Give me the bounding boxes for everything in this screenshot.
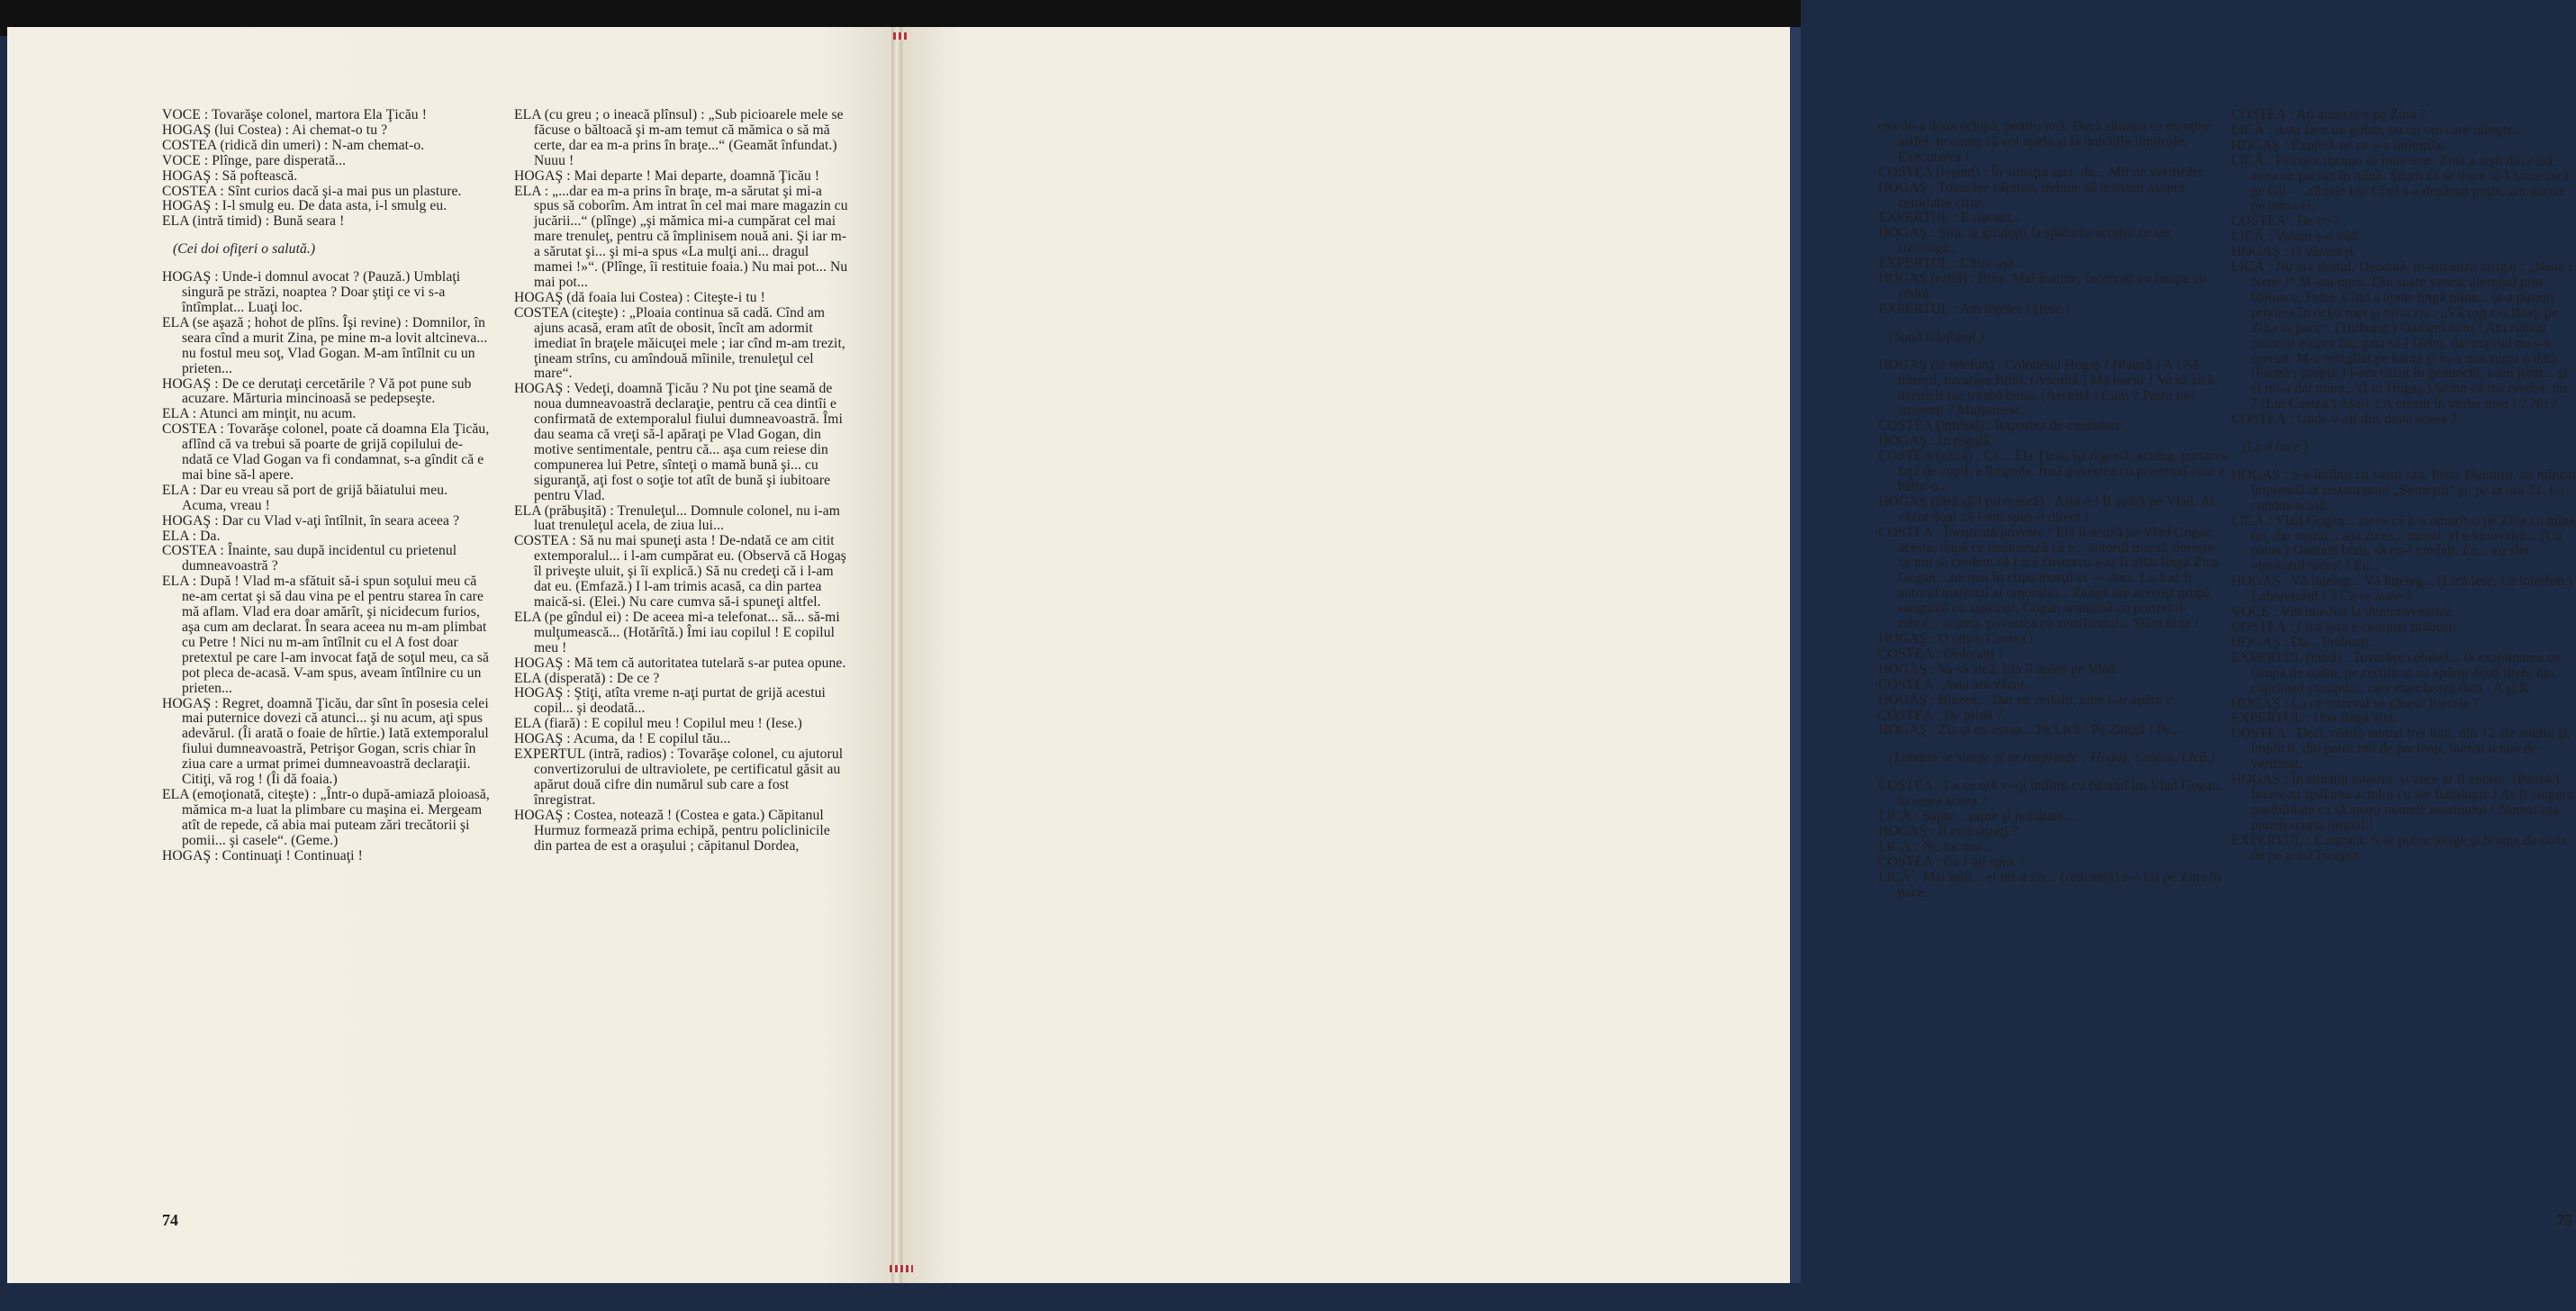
dialogue-line: HOGAŞ : Îl cunoaşteţi ? (1878, 823, 2019, 839)
dialogue-line: ELA (cu greu ; o ineacă plînsul) : „Sub picioarele mele se făcuse o băltoacă şi m-am temut că mămica o să mă certe, dar ea m-a prins în braţe...“ (Geamăt înfundat.) Nuuu ! (514, 107, 844, 168)
left-page (7, 27, 897, 1283)
dialogue-line: HOGAŞ : La ce interval se găsesc literele ? (2231, 695, 2480, 711)
dialogue-line: HOGAŞ : Ştiţi, atîta vreme n-aţi purtat de grijă acestui copil... şi deodată... (514, 685, 826, 717)
dialogue-line: HOGAŞ : Regret, doamnă Ţicău, dar sînt în posesia celei mai puternice dovezi că atunci... şi nu acum, aţi spus adevărul. (Îi arată o foaie de hîrtie.) Iată extemporalul fiului dumneavoastră, Petrişor Gogan, scris chiar în ziua care a urmat primei dumneavoastră declaraţii. Citiţi, vă rog ! (Îi dă foaia.) (162, 695, 489, 788)
dialogue-line: ELA (prăbuşită) : Trenuleţul... Domnule colonel, nu i-am luat trenuleţul acela, de ziua lui... (514, 502, 841, 534)
dialogue-line: HOGAŞ (dă foaia lui Costea) : Citeşte-i tu ! (514, 289, 765, 305)
dialogue-line: HOGAŞ (ezită) : Bine. Mai înainte, încercaţi cu lampa cu sodiu. (1878, 271, 2207, 302)
dialogue-line: HOGAŞ (la telefon) : Colonelul Hogaş ! (Pauză.) A ! Să trăieşti, tovarăşe Bold. (Ascultă.) Mă bucur ! Va să zică, ucenicii fac treabă bună. (Ascultă.) Cum ? Patru noi suspecţi ? Mulţumesc. (1878, 357, 2218, 419)
right-column-1 (1878, 120, 2228, 901)
dialogue-line: HOGAŞ : O clipă, Costea ! (1878, 631, 2035, 646)
dialogue-line: HOGAŞ (lui Costea) : Ai chemat-o tu ? (162, 122, 388, 138)
dialogue-line: HOGAŞ (fără să-l privească) : Asta e ! Îl apără pe Vlad. Ai văzut doar că i-am spus-o direct ! (1878, 493, 2215, 525)
dialogue-line: COSTEA (ridică din umeri) : N-am chemat-o. (162, 137, 425, 153)
dialogue-line: COSTEA : La ce oră v-aţi întîlnit cu băiatul lui Vlad Gogan, în seara aceea ? (1878, 778, 2223, 809)
dialogue-line: COSTEA : Înainte, sau după incidentul cu prietenul dumneavoastră ? (162, 543, 457, 574)
cover-edge (1790, 27, 1801, 1283)
dialogue-line: cea de-a doua echipă, pentru rest. Dacă situaţia se menţine astfel, te anunţ că voi apela şi la unităţile limitrofe. Executarea ! (1878, 119, 2212, 165)
dialogue-line: COSTEA : Aţi acostat-o pe Zina ? (2231, 107, 2427, 122)
dialogue-line: EXPERTUL (intră) : Tovarăşe colonel... la examinarea cu lampa de sodiu, pe certificat au apărut două litere din cuprinsul ştampilei, care marchează data : A şi R. (2231, 649, 2561, 696)
dialogue-line: HOGAŞ : De ce derutaţi cercetările ? Vă pot pune sub acuzare. Mărturia mincinoasă se pedepseşte. (162, 375, 472, 407)
dialogue-line: HOGAŞ : Va să zică, Ela îl apără pe Vlad. (1878, 661, 2120, 677)
dialogue-line: HOGAŞ : În situaţia noastră, şi zece ar fi enorm. (Pauză.) Încercaţi spălarea actului cu ser fiziologic ! Ar fi singura posibilitate ca să apară numele asasinului ! Numai aşa putem scurta timpul ! (2231, 772, 2574, 833)
dialogue-line: VOCE : Plînge, pare disperată... (162, 152, 347, 168)
dialogue-line: ELA : Atunci am minţit, nu acum. (162, 406, 357, 422)
dialogue-line: COSTEA : Ce i-aţi spus ? (1878, 854, 2026, 870)
dialogue-line: HOGAŞ : Explică-ne ce s-a întîmplat. (2231, 137, 2448, 153)
dialogue-line: HOGAŞ : I-l smulg eu. De data asta, i-l smulg eu. (162, 198, 447, 214)
dialogue-line: COSTEA : Unde v-aţi dus după aceea ? (2231, 411, 2457, 428)
dialogue-line: ELA : După ! Vlad m-a sfătuit să-i spun soţului meu că ne-am certat şi să dau vina pe el pentru starea în care mă aflam. Vlad era doar amărît, şi nicidecum furios, aşa cum am declarat. În seara aceea nu m-am plimbat cu Petre ! Nici nu m-am întîlnit cu el A fost doar pretextul pe care l-am invocat faţă de soţul meu, ca să pot pleca de-acasă. V-am spus, aveam întîlnire cu un prieten... (162, 574, 490, 696)
dialogue-line: COSTEA : Ordonaţi ! (1878, 646, 2003, 662)
dialogue-line: EXPERTUL : E riscant... (1878, 210, 2022, 226)
dialogue-line: HOGAŞ : În regulă. (1878, 433, 1993, 449)
left-column-2 (514, 108, 849, 854)
dialogue-line: HOGAŞ : Mai departe ! Mai departe, doamnă Ţicău ! (514, 167, 820, 184)
dialogue-line: COSTEA (citeşte) : „Ploaia continua să cadă. Cînd am ajuns acasă, eram atît de obosit, încît am adormit imediat în braţele măicuţei mele ; iar cînd m-am trezit, ţineam strîns, cu amîndouă mîinile, trenuleţul cel mare“. (514, 304, 845, 382)
dialogue-line: HOGAŞ : Tovarăşe căpitan, trebuie să insistaţi asupra celorlalte cifre. (1878, 179, 2185, 211)
dialogue-line: COSTEA : Deci, rămîn numai trei luni, din 12 ale anului şi, implicit, din patru mii de pacienţi, numai o mie de verificat. (2231, 726, 2571, 773)
right-page (897, 27, 2576, 1283)
dialogue-line: LICĂ : Nu era destul. Deodată, m-am auzit strigat : „Nene ! Nene !“ M-am oprit. Din spate venea, alergînd prin băltoace, Petre. Cînd a ajuns lîngă mine... şi-a pironit privirea în ochii mei şi mi-a zis : „Vă rog s-o lăsaţi pe Zina în pace“. (Tulburat.) Oameni buni ! Am ridicat pumnul asupra lui, gata să-l fărîm, dar copilul nu s-a speriat. M-a mîngîiat pe haină şi m-a mai rugat o dată. (Pauză ; şoaptă.) I-am căzut în genunchi, i-am jurat... şi el mi-a dat mîna... (Lui Hogaş.) Semn că mă credea, nu ? (Lui Costea.) Aşa-i ? A crezut în vorba mea ! ? Nu ? (2231, 259, 2573, 412)
dialogue-line: COSTEA : Tovarăşe colonel, poate că doamna Ela Ţicău, aflînd că va trebui să poarte de grijă copilului de-ndată ce Vlad Gogan va fi condamnat, s-a gîndit că e mai bine să-l apere. (162, 421, 490, 483)
dialogue-line: EXPERTUL : Am înţeles ! (Iese.) (1878, 301, 2070, 317)
headband (893, 32, 909, 40)
dialogue-line: COSTEA : Asta am văzut. (1878, 676, 2029, 692)
dialogue-line: COSTEA (intrînd) : Raportez de executare. (1878, 418, 2126, 434)
page-number-right: 75 (2556, 1211, 2572, 1229)
dialogue-line: COSTEA (ezită) : Că... Ela Ţicău îşi regretă, acuma, purtarea faţă de copil, e limpede. Însă povestea cu prietenul care a bătut-o... (1878, 448, 2228, 494)
right-column-2 (2231, 108, 2576, 864)
footband (890, 1265, 913, 1272)
dialogue-line: LICĂ : Voiam s-o văd. (2231, 229, 2362, 245)
dialogue-line: HOGAŞ : Să poftească. (162, 167, 298, 184)
dialogue-line: COSTEA (ieşind) : În situaţia asta, da... Mii de verificări. (1878, 164, 2206, 180)
dialogue-line: ELA : „...dar ea m-a prins în braţe, m-a sărutat şi mi-a spus să coborîm. Am intrat în cel mai mare magazin cu jucării...“ (plînge) „şi mămica mi-a cumpărat cel mai mare trenuleţ, pentru că împlinisem nouă ani. Şi iar m-a sărutat şi... şi mi-a spus «La mulţi ani... dragul mamei !»“. (Plînge, îi restituie foaia.) Nu mai pot... Nu mai pot... (514, 183, 848, 290)
dialogue-line: ELA : Da. (162, 528, 221, 544)
dialogue-line: LICĂ : Vlad Gogan... zicea că n-a omorît-o pe Zina cu mîna lui, dar moral... aşa zicea... moral, el e vinovatul... (Cu patos.) Oameni buni, să nu-l credeţi. Eu... eu sînt vinovatul moral ! Eu... (2231, 512, 2576, 574)
dialogue-line: HOGAŞ : Vă înţeleg... Vă înţeleg... (Lică iese. La interfon.) Laboratorul ! ? Ce se aude ? (2231, 574, 2573, 605)
dialogue-line: HOGAŞ : O văzuseşi. (2231, 244, 2357, 260)
dialogue-line: ELA (emoţionată, citeşte) : „Într-o după-amiază ploioasă, mămica m-a luat la plimbare cu maşina ei. Mergeam atît de repede, că abia mai puteam zări trecătorii şi pomii... şi casele“. (Geme.) (162, 786, 490, 848)
dialogue-line: HOGAŞ : Da... Prăbuşit. (2231, 634, 2373, 650)
dialogue-line: HOGAŞ : Acuma, da ! E copilul tău... (514, 731, 731, 747)
dialogue-line: HOGAŞ : Unde-i domnul avocat ? (Pauză.) Umblaţi singură pe străzi, noaptea ? Doar ştiţi ce vi s-a întîmplat... Luaţi loc. (162, 269, 461, 315)
dialogue-line: ELA (disperată) : De ce ? (514, 670, 660, 686)
dialogue-line: COSTEA : De ce ? (2231, 213, 2340, 230)
dialogue-line: LICĂ : Petrişor tocmai se întorsese. Zina a ieşit din casă, avea un pachet în mînă. Ştiam că se duce să-l hrănească pe Gil — cîinele lor. Cînd s-a depărtat puţin, am pornit pe urma ei. (2231, 152, 2570, 214)
dialogue-line: VOCE : Tovarăşe colonel, martora Ela Ţicău ! (162, 107, 427, 122)
dialogue-line: ELA (fiară) : E copilul meu ! Copilul meu ! (Iese.) (514, 716, 802, 732)
dialogue-line: COSTEA : Încurcată poveste ! Ela îl acuză pe Vlad Gogan, acesta, după ce insinuează că e... autorul moral, doreşte ca noi să credem că Lică Grozavu s-ar fi aflat lîngă Zina Gogan... tocmai în clipa morţii ei — deci, Lică ar fi autorul material al omorului... Zangă are aceeaşi grupă sanguină cu asasinul, Gogan seamănă cu portretul-robot... acuma, povestea cu certificatul... Stăm bine ! (1878, 524, 2219, 632)
dialogue-line: HOGAŞ : Costea, notează ! (Costea e gata.) Căpitanul Hurmuz formează prima echipă, pentru policlinicile din partea de est a oraşului ; căpitanul Dordea, (514, 807, 830, 854)
dialogue-line: ELA : Dar eu vreau să port de grijă băiatului meu. Acuma, vreau ! (162, 482, 448, 513)
dialogue-line: HOGAŞ : Ştiu, te gîndeşti la spălarea actului cu ser fiziologic. (1878, 225, 2172, 257)
dialogue-line: HOGAŞ : Mă tem că autoritatea tutelară s-ar putea opune. (514, 655, 846, 671)
dialogue-line: COSTEA : Lică ăsta e complet prăbuşit. (2231, 619, 2461, 635)
dialogue-line: LICĂ : Nu tocmai... (1878, 838, 1993, 854)
dialogue-line: ELA (pe gîndul ei) : De aceea mi-a telefonat... să... să-mi mulţumească... (Hotărîtă.) Îmi iau copilul ! E copilul meu ! (514, 609, 840, 656)
left-column-1 (162, 108, 493, 864)
dialogue-line: EXPERTUL (intră, radios) : Tovarăşe colonel, cu ajutorul convertizorului de ultraviolete, pe certificatul găsit au apărut două cifre din numărul sub care a fost înregistrat. (514, 746, 844, 808)
page-number-left: 74 (162, 1211, 178, 1229)
dialogue-line: ELA (se aşază ; hohot de plîns. Îşi revine) : Domnilor, în seara cînd a murit Zina, pe mine m-a lovit altcineva... nu fostul meu soţ, Vlad Gogan. M-am întîlnit cu un prieten... (162, 314, 488, 376)
stage-direction: (Sună telefonul.) (1889, 329, 1984, 345)
dialogue-line: LICĂ : Şapte... şapte şi jumătate... (1878, 809, 2074, 825)
dialogue-line: HOGAŞ : Vedeţi, doamnă Ţicău ? Nu pot ţine seamă de noua dumneavoastră declaraţie, pentru că cea dintîi e confirmată de extemporalul fiului dumneavoastră. Îmi dau seama că vreţi să-l apăraţi pe Vlad Gogan, din motive sentimentale, pentru că... aşa cum reiese din compunerea lui Petre, sînteţi o mamă bună şi... cu siguranţă, aţi fost o soţie tot atît de bună şi iubitoare pentru Vlad. (514, 381, 843, 503)
dialogue-line: ELA (intră timid) : Bună seara ! (162, 213, 345, 230)
dialogue-line: LICĂ : Asta face un golan, nu un om care iubeşte... (2231, 122, 2525, 138)
dialogue-line: HOGAŞ : Bineee... Dar pe ceilalţi, cine i-ar apăra ? (1878, 692, 2173, 708)
dialogue-line: HOGAŞ : Continuaţi ! Continuaţi ! (162, 847, 363, 863)
dialogue-line: HOGAŞ : Zic şi eu aşaaa... Pe Lică ! Pe Zangă ! Pe... (1878, 722, 2183, 738)
stage-direction: (Lică tace.) (2242, 439, 2309, 456)
dialogue-line: COSTEA : Sînt curios dacă şi-a mai pus un plasture. (162, 183, 462, 199)
dialogue-line: LICĂ : Mai întîi... el mi-a zis... (reticenţă) s-o las pe Zina în pace. (1878, 869, 2221, 900)
stage-direction: (Lumina se stinge şi se reaprinde ; Hogaş, Costea, Lică.) (1889, 750, 2216, 766)
book-spine (891, 27, 902, 1283)
dialogue-line: COSTEA : De pildă ? (1878, 707, 2002, 723)
dialogue-line: EXPERTUL : E riscant. S-ar putea şterge şi bruma de scris de pe acest început (2231, 832, 2567, 863)
dialogue-line: HOGAŞ : Dar cu Vlad v-aţi întîlnit, în seara aceea ? (162, 512, 460, 529)
dialogue-line: EXPERTUL : Una lîngă alta. (2231, 710, 2398, 727)
dialogue-line: HOGAŞ : S-a întîlnit cu vărul său, Petre Dumitru, au mîncat împreună la restaurantul „Someşul“ şi, pe la ora 21, l-a condus acasă. (2231, 466, 2576, 513)
dialogue-line: COSTEA : Să nu mai spuneţi asta ! De-ndată ce am citit extemporalul... i l-am cumpărat eu. (Observă că Hogaş îl priveşte uluit, şi îi explică.) Să nu credeţi că i l-am dat eu. (Emfază.) I l-am trimis acasă, ca din partea maică-si. (Elei.) Nu care cumva să-i spuneţi altfel. (514, 533, 846, 610)
dialogue-line: VOCE : Vin imediat la dumneavoastră. (2231, 604, 2455, 620)
dialogue-line: EXPERTUL : Chiar aşa... (1878, 256, 2025, 272)
stage-direction: (Cei doi ofiţeri o salută.) (173, 241, 316, 258)
